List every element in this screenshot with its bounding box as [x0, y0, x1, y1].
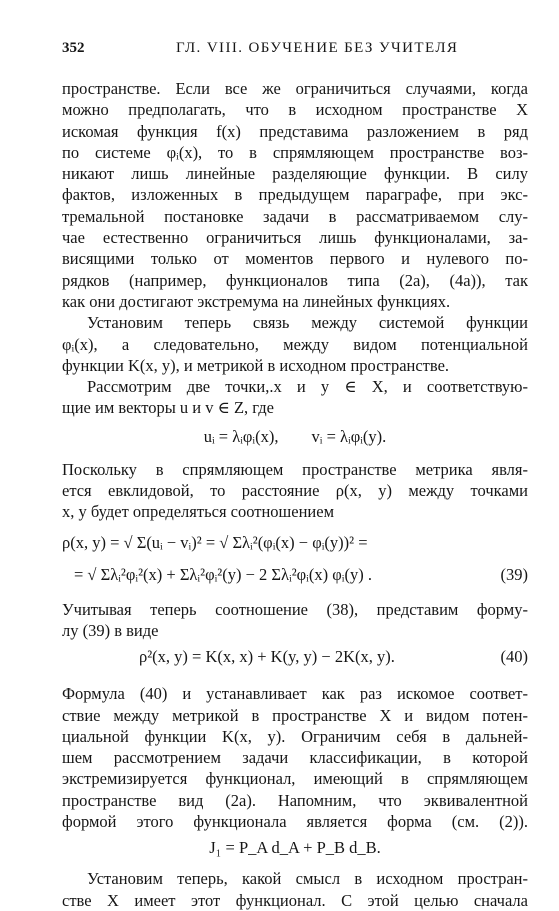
text-line: Установим теперь, какой смысл в исходном простран-: [87, 869, 528, 889]
page-body: [62, 78, 528, 911]
text-line: как они достигают экстремума на линейных функциях.: [62, 291, 451, 311]
text-line: φᵢ(x), а следовательно, между видом потенциальной: [62, 334, 528, 354]
text-line: никают лишь линейные разделяющие функции. В силу: [62, 164, 528, 184]
equation-uv: [62, 427, 528, 447]
text-line: стве X имеет этот функционал. С этой целью сначала: [62, 890, 528, 910]
equation-39-line-2-text: = √ Σλᵢ²φᵢ²(x) + Σλᵢ²φᵢ²(y) − 2 Σλᵢ²φᵢ(x) φᵢ(y) .: [74, 564, 372, 584]
text-line: искомая функция f(x) представима разложением в ряд: [62, 121, 528, 141]
paragraph-7: [62, 868, 528, 911]
text-line: фактов, изложенных в предыдущем параграфе, при экс-: [62, 185, 528, 205]
text-line: экстремизируется функционал, имеющий в спрямляющем: [62, 769, 528, 789]
text-line: Рассмотрим две точки,.x и y ∈ X, и соответствую-: [87, 377, 528, 397]
equation-uv-text: uᵢ = λᵢφᵢ(x), vᵢ = λᵢφᵢ(y).: [203, 426, 387, 446]
page-number: 352: [62, 40, 85, 56]
equation-J1: [62, 838, 528, 858]
equation-number-39: (39): [500, 564, 528, 584]
paragraph-3: [62, 376, 528, 419]
page-header: [62, 38, 527, 58]
text-line: щие им векторы u и v ∈ Z, где: [62, 398, 274, 418]
text-line: Учитывая теперь соотношение (38), представим форму-: [62, 599, 528, 619]
text-line: шем рассмотрением задачи классификации, в которой: [62, 748, 528, 768]
paragraph-1: [62, 78, 528, 312]
equation-39-line-2: [62, 565, 528, 591]
paragraph-5: [62, 599, 528, 642]
text-line: чае естественно ограничиться лишь функционалами, за-: [62, 228, 528, 248]
equation-J1-text: J₁ = P_A d_A + P_B d_B.: [209, 838, 381, 858]
text-line: формой этого функционала является форма (см. (2)).: [62, 812, 528, 832]
text-line: функции K(x, y), и метрикой в исходном пространстве.: [62, 355, 450, 375]
text-line: пространстве вид (2а). Напомним, что эквивалентной: [62, 790, 528, 810]
equation-39-line-1: [62, 533, 528, 559]
text-line: Формула (40) и устанавливает как раз искомое соответ-: [62, 684, 528, 704]
running-title: ГЛ. VIII. ОБУЧЕНИЕ БЕЗ УЧИТЕЛЯ: [176, 40, 459, 56]
equation-40: [62, 647, 528, 669]
equation-39-line-1-text: ρ(x, y) = √ Σ(uᵢ − vᵢ)² = √ Σλᵢ²(φᵢ(x) − φᵢ(y))² =: [62, 532, 368, 552]
paragraph-2: [62, 312, 528, 376]
text-line: рядков (например, функционалов типа (2а), (4а)), так: [62, 270, 528, 290]
equation-number-40: (40): [500, 647, 528, 667]
text-line: по системе φᵢ(x), то в спрямляющем пространстве воз-: [62, 142, 528, 162]
text-line: пространстве. Если все же ограничиться случаями, когда: [62, 79, 528, 98]
text-line: лу (39) в виде: [62, 620, 159, 640]
paragraph-6: [62, 683, 528, 832]
equation-40-text: ρ²(x, y) = K(x, x) + K(y, y) − 2K(x, y).: [139, 647, 395, 667]
text-line: x, y будет определяться соотношением: [62, 502, 335, 522]
paragraph-4: [62, 459, 528, 523]
text-line: можно предполагать, что в исходном пространстве X: [62, 100, 528, 120]
text-line: тремальной постановке задачи в рассматриваемом слу-: [62, 206, 528, 226]
text-line: ствие между метрикой в пространстве X и видом потен-: [62, 705, 528, 725]
text-line: Установим теперь связь между системой функции: [87, 313, 528, 333]
text-line: Поскольку в спрямляющем пространстве метрика явля-: [62, 459, 528, 479]
text-line: циальной функции K(x, y). Ограничим себя в дальней-: [62, 726, 528, 746]
text-line: висящими только от моментов первого и нулевого по-: [62, 249, 528, 269]
text-line: ется евклидовой, то расстояние ρ(x, y) между точками: [62, 481, 528, 501]
